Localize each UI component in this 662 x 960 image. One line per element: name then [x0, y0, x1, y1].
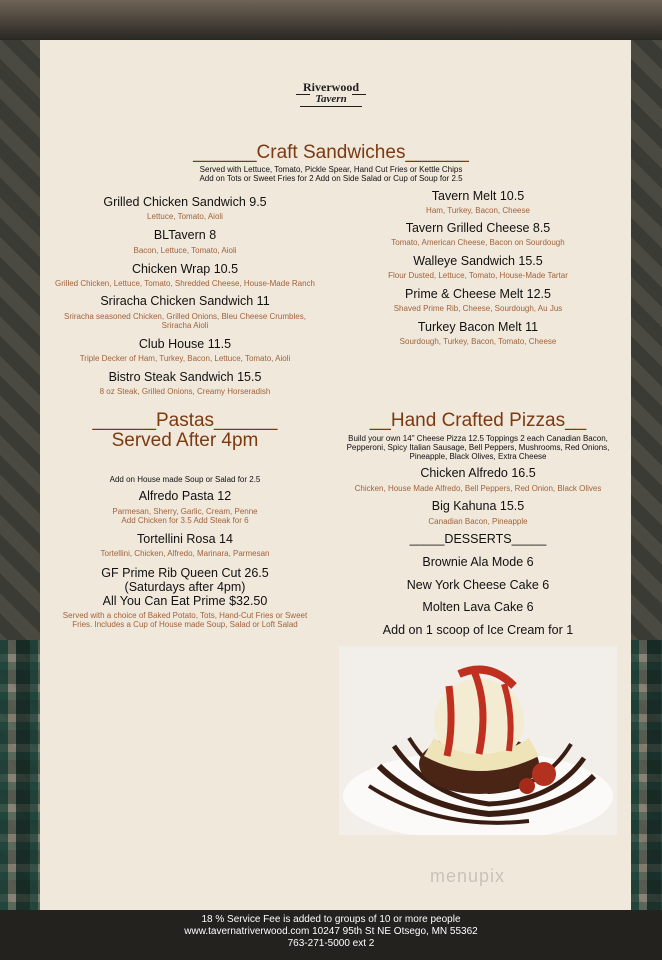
menu-item-name: Big Kahuna 15.5 — [431, 499, 525, 513]
footer-address: www.tavernatriverwood.com 10247 95th St NE Otsego, MN 55362 — [184, 926, 478, 937]
menu-item-name: Prime & Cheese Melt 12.5 — [405, 287, 551, 301]
menu-item-desc: Sriracha seasoned Chicken, Grilled Onions, Bleu Cheese Crumbles, — [64, 312, 306, 321]
logo-underline — [300, 106, 362, 107]
dessert-item: Molten Lava Cake 6 — [422, 600, 534, 614]
menu-item-desc: Grilled Chicken, Lettuce, Tomato, Shredded Cheese, House-Made Ranch — [55, 279, 315, 288]
lava-cake-photo — [339, 646, 617, 835]
menu-item-name: Turkey Bacon Melt 11 — [417, 320, 539, 334]
pastas-note: Add on House made Soup or Salad for 2.5 — [109, 475, 261, 484]
menu-item-desc: Add Chicken for 3.5 Add Steak for 6 — [121, 516, 249, 525]
pizzas-note-3: Pineapple, Black Olives, Extra Cheese — [409, 452, 547, 461]
right-tartan-pattern — [631, 640, 662, 910]
footer-service-fee: 18 % Service Fee is added to groups of 10 or more people — [201, 914, 461, 925]
menu-item-desc: Canadian Bacon, Pineapple — [428, 517, 528, 526]
menu-item-name: Tavern Melt 10.5 — [431, 189, 525, 203]
menu-item-name: Chicken Alfredo 16.5 — [420, 466, 536, 480]
menu-item-name: Tortellini Rosa 14 — [137, 532, 233, 546]
sandwiches-heading: ______Craft Sandwiches______ — [193, 142, 469, 163]
menu-item-name: Tavern Grilled Cheese 8.5 — [405, 221, 551, 235]
menu-item-name: Walleye Sandwich 15.5 — [413, 254, 543, 268]
menu-item-desc: Chicken, House Made Alfredo, Bell Peppers, Red Onion, Black Olives — [354, 484, 602, 493]
menu-item-name: Club House 11.5 — [138, 337, 232, 351]
logo-name: Riverwood — [303, 80, 359, 94]
menu-item-name: Grilled Chicken Sandwich 9.5 — [103, 195, 267, 209]
menu-item-desc: Served with a choice of Baked Potato, Tots, Hand-Cut Fries or Sweet — [62, 611, 308, 620]
pastas-heading: ______Pastas______ — [92, 410, 278, 431]
left-tartan-pattern — [0, 640, 40, 910]
dessert-item: New York Cheese Cake 6 — [406, 578, 550, 592]
menu-item-desc: Tortellini, Chicken, Alfredo, Marinara, Parmesan — [100, 549, 270, 558]
treeline-photo — [0, 0, 662, 40]
pizzas-note-1: Build your own 14" Cheese Pizza 12.5 Toppings 2 each Canadian Bacon, — [348, 434, 608, 443]
menu-item-desc: Bacon, Lettuce, Tomato, Aioli — [133, 246, 237, 255]
menu-item-name: Sriracha Chicken Sandwich 11 — [100, 294, 270, 308]
dessert-item: Brownie Ala Mode 6 — [422, 555, 534, 569]
menu-item-desc: Shaved Prime Rib, Cheese, Sourdough, Au Jus — [393, 304, 563, 313]
sandwiches-note-1: Served with Lettuce, Tomato, Pickle Spear, Hand Cut Fries or Kettle Chips — [199, 165, 463, 174]
menu-item-desc: Fries. Includes a Cup of House made Soup, Salad or Loft Salad — [72, 620, 298, 629]
menu-item-name: GF Prime Rib Queen Cut 26.5 — [101, 566, 269, 580]
menu-item-desc: 8 oz Steak, Grilled Onions, Creamy Horseradish — [99, 387, 271, 396]
menu-item-name: Bistro Steak Sandwich 15.5 — [108, 370, 262, 384]
menu-item-desc: Parmesan, Sherry, Garlic, Cream, Penne — [112, 507, 258, 516]
dessert-item: Add on 1 scoop of Ice Cream for 1 — [382, 623, 574, 637]
footer-phone: 763-271-5000 ext 2 — [287, 938, 375, 949]
pizzas-note-2: Pepperoni, Spicy Italian Sausage, Bell Peppers, Mushrooms, Red Onions, — [346, 443, 610, 452]
menu-item-name: Chicken Wrap 10.5 — [131, 262, 239, 276]
menu-item-desc: Ham, Turkey, Bacon, Cheese — [426, 206, 530, 215]
logo-sub: Tavern — [315, 93, 347, 105]
menu-item-name: BLTavern 8 — [153, 228, 217, 242]
menu-item-desc: Sriracha Aioli — [161, 321, 209, 330]
menu-item-desc: Flour Dusted, Lettuce, Tomato, House-Made Tartar — [388, 271, 568, 280]
pizzas-heading: __Hand Crafted Pizzas__ — [369, 410, 587, 431]
menu-item-name: All You Can Eat Prime $32.50 — [102, 594, 268, 608]
sandwiches-note-2: Add on Tots or Sweet Fries for 2 Add on Side Salad or Cup of Soup for 2.5 — [199, 174, 463, 183]
logo-rule-right — [352, 94, 366, 95]
menu-item-name: (Saturdays after 4pm) — [124, 580, 246, 594]
menu-item-desc: Triple Decker of Ham, Turkey, Bacon, Lettuce, Tomato, Aioli — [79, 354, 291, 363]
pastas-subheading: Served After 4pm — [111, 430, 259, 451]
menu-item-desc: Lettuce, Tomato, Aioli — [147, 212, 223, 221]
menu-item-desc: Sourdough, Turkey, Bacon, Tomato, Cheese — [399, 337, 557, 346]
watermark: menupix — [430, 866, 506, 886]
desserts-heading: _____DESSERTS_____ — [409, 532, 547, 546]
menu-item-name: Alfredo Pasta 12 — [138, 489, 232, 503]
menu-item-desc: Tomato, American Cheese, Bacon on Sourdough — [391, 238, 565, 247]
